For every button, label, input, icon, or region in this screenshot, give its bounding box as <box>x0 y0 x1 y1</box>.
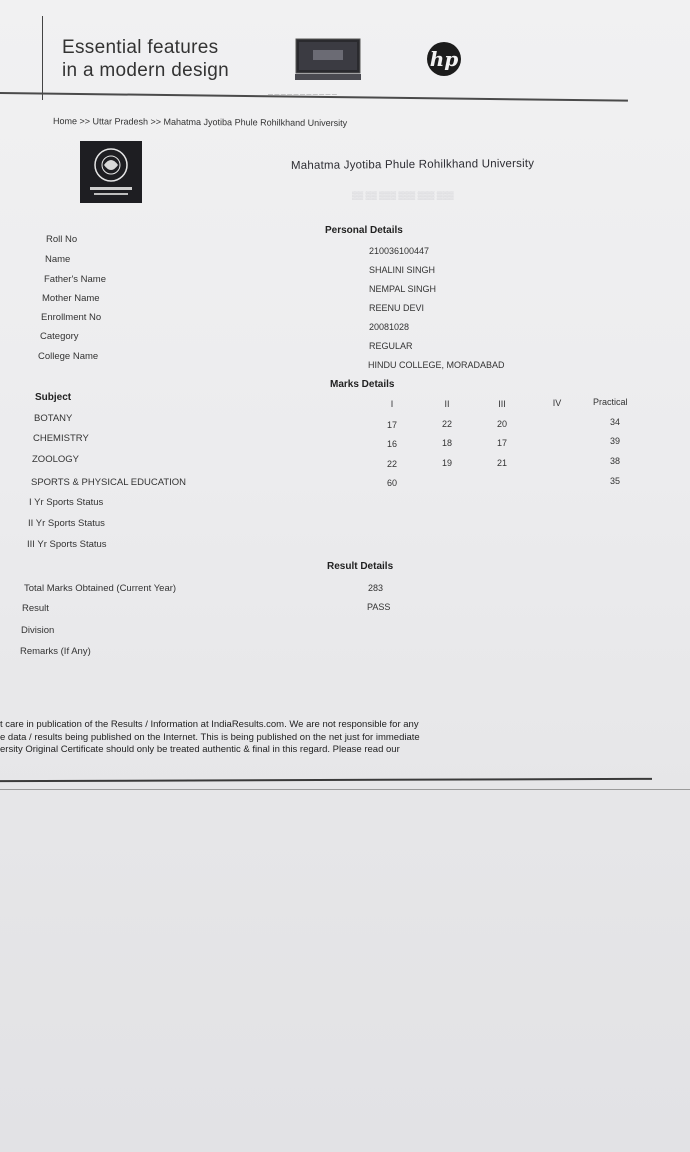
mark-botany-i: 17 <box>386 420 397 430</box>
column-header-i: I <box>390 399 394 409</box>
label-mother-name: Mother Name <box>42 293 100 304</box>
mark-sports-i: 60 <box>386 478 397 488</box>
value-enrollment-no: 20081028 <box>369 322 410 332</box>
personal-details-heading: Personal Details <box>325 225 403 236</box>
mark-chemistry-practical: 39 <box>609 436 620 446</box>
divider <box>0 778 652 782</box>
breadcrumb[interactable]: Home >> Uttar Pradesh >> Mahatma Jyotiba Phule Rohilkhand University <box>52 116 348 129</box>
subject-column-header: Subject <box>35 392 72 403</box>
value-college-name: HINDU COLLEGE, MORADABAD <box>368 360 505 370</box>
disclaimer-line-3: ersity Original Certificate should only be treated authentic & final in this regard. Please read our <box>0 744 400 755</box>
mark-sports-practical: 35 <box>609 476 620 486</box>
value-fathers-name: NEMPAL SINGH <box>369 284 437 294</box>
subject-zoology: ZOOLOGY <box>32 454 79 465</box>
disclaimer-line-1: t care in publication of the Results / Information at IndiaResults.com. We are not responsible for any <box>0 719 419 730</box>
label-division: Division <box>21 625 55 636</box>
laptop-image <box>295 38 361 82</box>
university-seal-icon <box>80 141 142 203</box>
column-header-iv: IV <box>552 398 562 408</box>
value-name: SHALINI SINGH <box>369 265 436 275</box>
label-roll-no: Roll No <box>46 234 78 245</box>
ad-tagline-line2: in a modern design <box>62 60 230 81</box>
label-enrollment-no: Enrollment No <box>41 312 102 323</box>
ad-tagline <box>62 36 229 82</box>
disclaimer-text <box>0 719 420 757</box>
label-name: Name <box>45 254 71 265</box>
mark-zoology-i: 22 <box>386 459 397 469</box>
marks-details-heading: Marks Details <box>330 379 395 390</box>
label-remarks: Remarks (If Any) <box>20 646 91 657</box>
result-details-heading: Result Details <box>327 561 394 572</box>
value-category: REGULAR <box>369 341 413 351</box>
mark-zoology-practical: 38 <box>609 456 620 466</box>
subject-chemistry: CHEMISTRY <box>33 433 89 444</box>
value-total-marks: 283 <box>368 583 384 593</box>
mark-botany-practical: 34 <box>609 417 620 427</box>
divider <box>0 789 690 790</box>
mark-botany-iii: 20 <box>496 419 507 429</box>
mark-chemistry-i: 16 <box>386 439 397 449</box>
label-total-marks: Total Marks Obtained (Current Year) <box>24 583 177 594</box>
label-fathers-name: Father's Name <box>44 274 107 285</box>
disclaimer-line-2: e data / results being published on the Internet. This is being published on the net just for immediate <box>0 731 420 743</box>
mark-chemistry-ii: 18 <box>441 438 452 448</box>
mark-zoology-iii: 21 <box>496 458 507 468</box>
column-header-ii: II <box>444 399 450 409</box>
university-title: Mahatma Jyotiba Phule Rohilkhand University <box>290 157 535 172</box>
value-result: PASS <box>367 602 391 612</box>
label-college-name: College Name <box>38 351 99 362</box>
subject-sports: SPORTS & PHYSICAL EDUCATION <box>31 477 187 488</box>
sports-status-year-1: I Yr Sports Status <box>29 497 104 508</box>
mark-botany-ii: 22 <box>441 419 452 429</box>
ad-fine-print: — — — — — — — — — — — <box>268 92 337 98</box>
sports-status-year-2: II Yr Sports Status <box>28 518 105 529</box>
label-category: Category <box>40 331 79 342</box>
hp-logo-icon: hp <box>427 42 461 76</box>
column-header-iii: III <box>498 399 506 409</box>
ad-tagline-line1: Essential features <box>62 37 219 58</box>
sports-status-year-3: III Yr Sports Status <box>27 539 107 550</box>
value-mother-name: REENU DEVI <box>369 303 425 313</box>
faint-subtitle: ▒▒ ▒▒ ▒▒▒ ▒▒▒ ▒▒▒ ▒▒▒ <box>352 191 454 200</box>
value-roll-no: 210036100447 <box>369 246 430 256</box>
column-header-practical: Practical <box>593 397 628 407</box>
mark-zoology-ii: 19 <box>441 458 452 468</box>
label-result: Result <box>22 603 49 614</box>
mark-chemistry-iii: 17 <box>496 438 507 448</box>
subject-botany: BOTANY <box>34 413 73 424</box>
